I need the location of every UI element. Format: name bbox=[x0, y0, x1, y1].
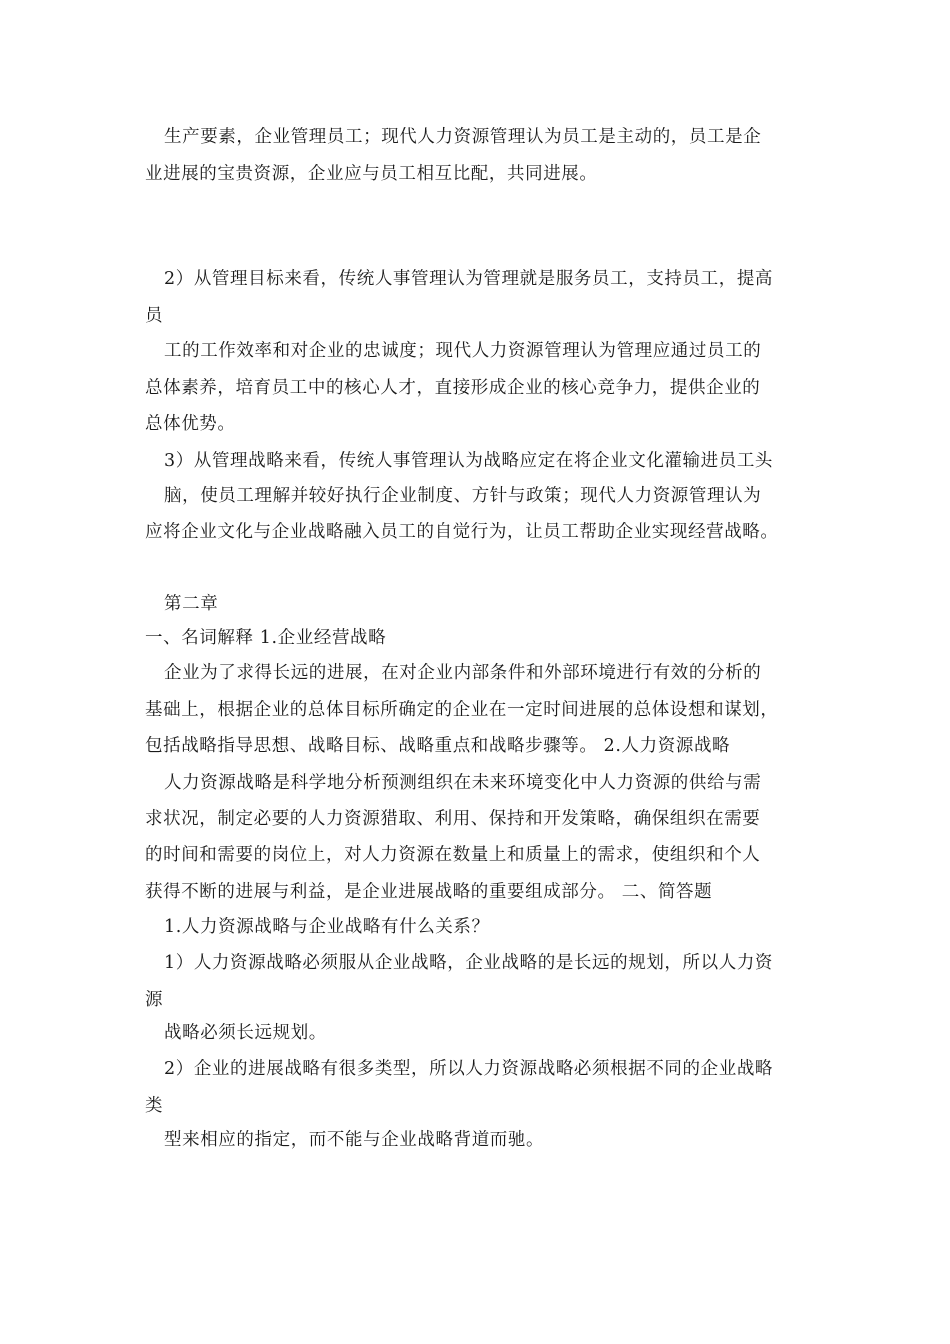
text-line: 战略必须长远规划。 bbox=[164, 1023, 327, 1043]
text-line: 2）从管理目标来看，传统人事管理认为管理就是服务员工，支持员工，提高 bbox=[164, 269, 774, 289]
text-line: 的时间和需要的岗位上，对人力资源在数量上和质量上的需求，使组织和个人 bbox=[145, 845, 761, 865]
text-line: 包括战略指导思想、战略目标、战略重点和战略步骤等。 2.人力资源战略 bbox=[145, 736, 731, 756]
text-line: 总体素养，培育员工中的核心人才，直接形成企业的核心竞争力，提供企业的 bbox=[145, 378, 761, 398]
text-line: 生产要素，企业管理员工；现代人力资源管理认为员工是主动的，员工是企 bbox=[164, 127, 762, 147]
text-line: 应将企业文化与企业战略融入员工的自觉行为，让员工帮助企业实现经营战略。 bbox=[145, 522, 779, 542]
text-line: 总体优势。 bbox=[145, 414, 236, 434]
text-line: 2）企业的进展战略有很多类型，所以人力资源战略必须根据不同的企业战略 bbox=[164, 1059, 774, 1079]
text-line: 基础上，根据企业的总体目标所确定的企业在一定时间进展的总体设想和谋划， bbox=[145, 700, 779, 720]
text-line: 1）人力资源战略必须服从企业战略，企业战略的是长远的规划，所以人力资 bbox=[164, 953, 774, 973]
section-heading: 一、名词解释 1.企业经营战略 bbox=[145, 628, 387, 648]
chapter-heading: 第二章 bbox=[164, 594, 219, 614]
text-line: 工的工作效率和对企业的忠诚度；现代人力资源管理认为管理应通过员工的 bbox=[164, 341, 762, 361]
text-line: 员 bbox=[145, 306, 164, 326]
text-line: 企业为了求得长远的进展，在对企业内部条件和外部环境进行有效的分析的 bbox=[164, 663, 762, 683]
text-line: 业进展的宝贵资源，企业应与员工相互比配，共同进展。 bbox=[145, 164, 598, 184]
question-heading: 1.人力资源战略与企业战略有什么关系？ bbox=[164, 917, 490, 937]
text-line: 源 bbox=[145, 990, 164, 1010]
text-line: 获得不断的进展与利益，是企业进展战略的重要组成部分。 二、简答题 bbox=[145, 882, 713, 902]
text-line: 型来相应的指定，而不能与企业战略背道而驰。 bbox=[164, 1130, 545, 1150]
text-line: 类 bbox=[145, 1096, 164, 1116]
text-line: 求状况，制定必要的人力资源猎取、利用、保持和开发策略，确保组织在需要 bbox=[145, 809, 761, 829]
text-line: 3）从管理战略来看，传统人事管理认为战略应定在将企业文化灌输进员工头 bbox=[164, 451, 774, 471]
text-line: 人力资源战略是科学地分析预测组织在未来环境变化中人力资源的供给与需 bbox=[164, 773, 762, 793]
text-line: 脑，使员工理解并较好执行企业制度、方针与政策；现代人力资源管理认为 bbox=[164, 486, 762, 506]
